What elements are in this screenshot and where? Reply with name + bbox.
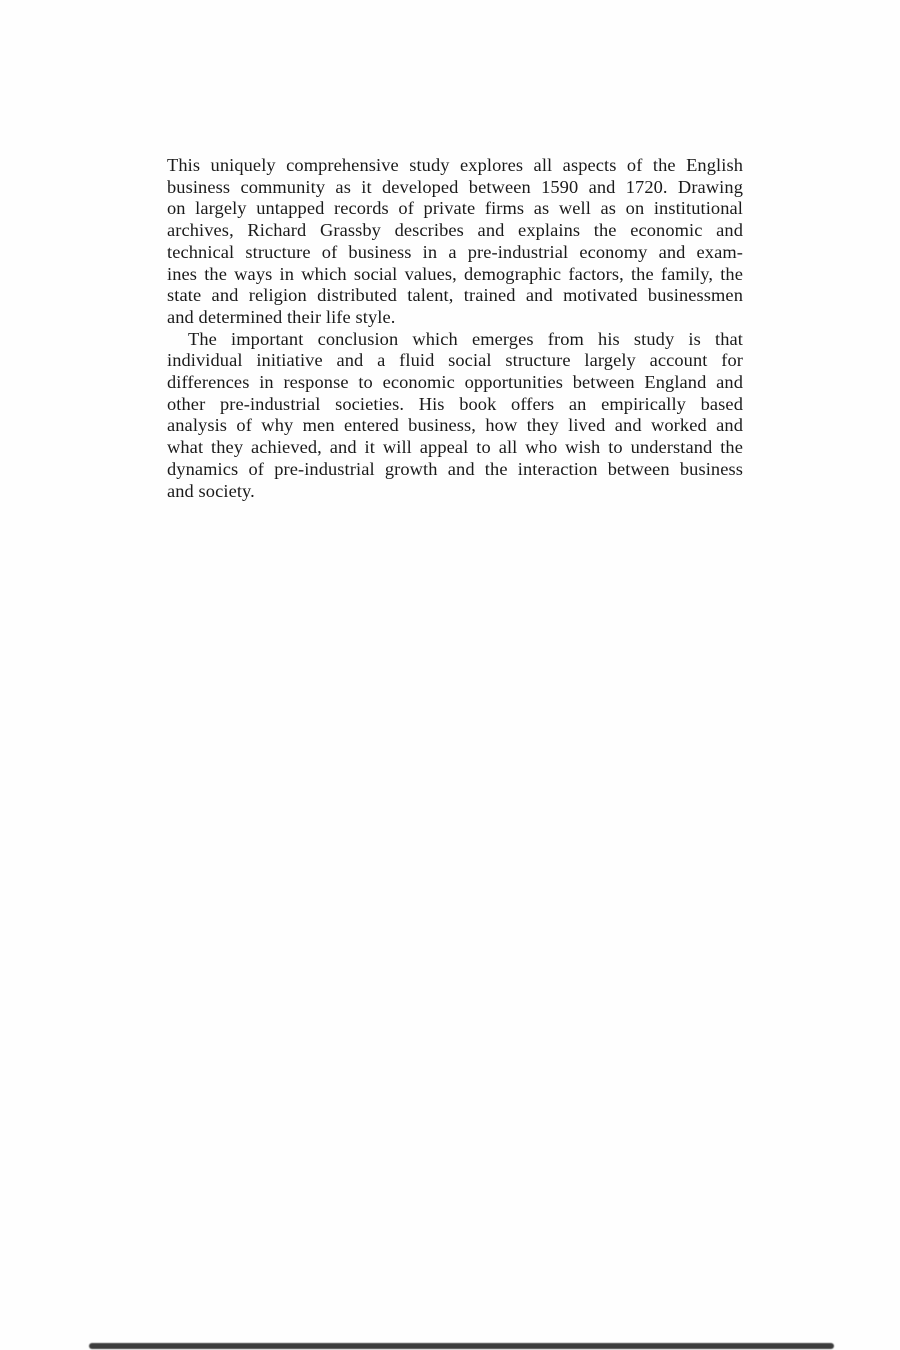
- text-line: This uniquely comprehensive study explores all aspects of the English: [167, 155, 743, 175]
- page-edge-shadow: [89, 1343, 834, 1349]
- text-line: business community as it developed between 1590 and 1720. Drawing: [167, 176, 743, 197]
- text-line: on largely untapped records of private firms as well as on institutional: [167, 198, 743, 219]
- text-line: what they achieved, and it will appeal to all who wish to understand the: [167, 437, 743, 458]
- paragraph: [167, 329, 743, 503]
- text-line: analysis of why men entered business, how they lived and worked and: [167, 415, 743, 436]
- text-line: archives, Richard Grassby describes and explains the economic and: [167, 220, 743, 241]
- text-line: individual initiative and a fluid social structure largely account for: [167, 350, 743, 371]
- text-line: state and religion distributed talent, trained and motivated businessmen: [167, 285, 743, 306]
- text-line: ines the ways in which social values, demographic factors, the family, the: [167, 263, 743, 284]
- text-block: [167, 155, 743, 502]
- paragraph: [167, 155, 743, 329]
- text-line: other pre-industrial societies. His book offers an empirically based: [167, 393, 743, 414]
- text-line: The important conclusion which emerges from his study is that: [188, 328, 743, 349]
- text-line: and determined their life style.: [167, 306, 396, 327]
- text-line: dynamics of pre-industrial growth and the interaction between business: [167, 458, 743, 479]
- text-line: and society.: [167, 480, 255, 501]
- text-line: differences in response to economic opportunities between England and: [167, 372, 743, 393]
- text-line: technical structure of business in a pre-industrial economy and exam-: [167, 241, 743, 262]
